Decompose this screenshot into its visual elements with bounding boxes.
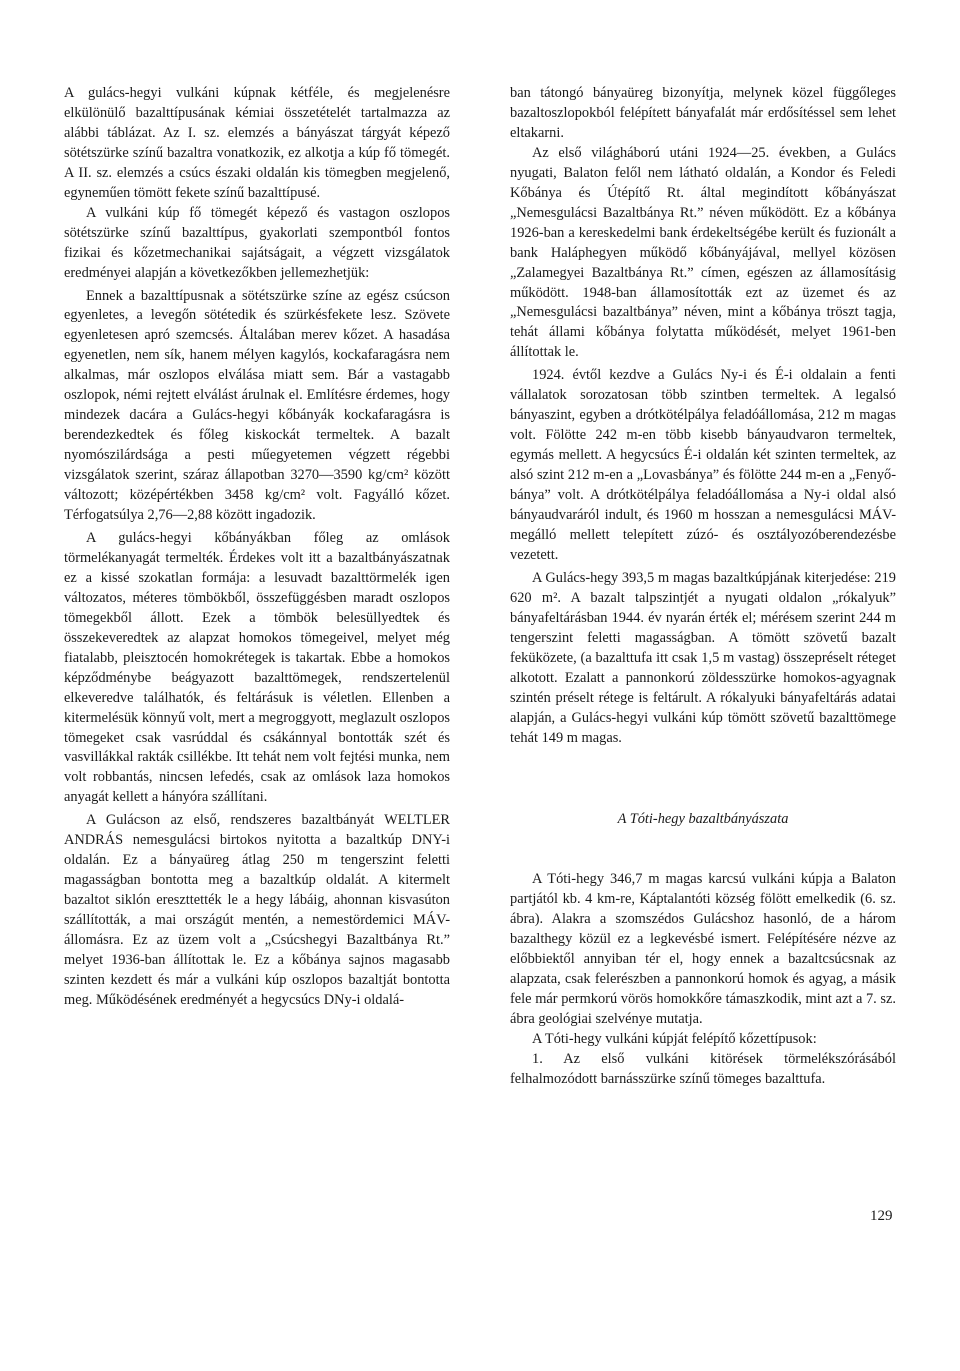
left-column (64, 84, 450, 1011)
paragraph: Az első világháború utáni 1924—25. években, a Gulács nyugati, Balaton felől nem látható oldalán, a Kondor és Feledi Kőbánya és Útépítő Rt. által megindított kőbányászat „Nemesgulácsi Bazaltbánya Rt.” néven működött. Ez a kőbánya 1926-ban a kereskedelmi bank érdekeltségébe került és fuzionált a bank Haláphegyen működő kőbányájával, mellyel közösen „Zalamegyei Bazaltbánya Rt.” címen, egészen az államosításig működött. 1948-ban államosították ezt az üzemet és az „Nemesgulácsi bazaltbánya” néven, mint a kőbánya tröszt tagja, tehát állami kőbánya folytatta működését, melyet 1961-ben állítottak le. (510, 144, 896, 361)
paragraph: ban tátongó bányaüreg bizonyítja, melynek közel függőleges bazaltoszlopokból felépített bányafalát már erdősítéssel sem lehet eltakarni. (510, 85, 896, 141)
right-column (510, 84, 896, 1090)
paragraph: 1. Az első vulkáni kitörések törmelékszórásából felhalmozódott barnásszürke színű tömeges bazalttufa. (510, 1050, 896, 1087)
paragraph: A vulkáni kúp fő tömegét képező és vastagon oszlopos sötétszürke színű bazalttípus, gyakorlati szempontból fontos fizikai és kőzetmechanikai sajátságait, a végzett vizsgálatok eredményei alapján a következőkben jellemezhetjük: (64, 204, 450, 281)
paragraph: A gulács-hegyi vulkáni kúpnak kétféle, és megjelenésre elkülönülő bazalttípusának kémiai összetételét tartalmazza az alábbi táblázat. Az I. sz. elemzés a bányászat tárgyát képező sötétszürke színű bazaltra vonatkozik, ez alkotja a kúp fő tömegét. A II. sz. elemzés a csúcs északi oldalán kis tömegben megjelenő, egyneműen tömött fekete színű bazalttípusé. (64, 85, 450, 201)
section-heading: A Tóti-hegy bazaltbányászata (617, 811, 789, 828)
paragraph: A Gulács-hegy 393,5 m magas bazaltkúpjának kiterjedése: 219 620 m². A bazalt talpszintjét a nyugati oldalon „rókalyuk” bányafeltárásban 1944. év nyarán érték el; mérésem szerint 244 m tengerszint feletti magasságban. A tömött szövetű bazalt feküközete, (a bazalttufa itt csak 1,5 m vastag) összepréselt réteget alkotott. Ezalatt a pannonkorú zöldesszürke homokos-agyagnak szintén préselt rétege is feltárult. A rókalyuki bányafeltárás adatai alapján, a Gulács-hegyi vulkáni kúp tömött szövetű bazalttömege tehát 149 m magas. (510, 569, 896, 746)
paragraph: 1924. évtől kezdve a Gulács Ny-i és É-i oldalain a fenti vállalatok sorozatosan több szintben termeltek. A legalsó bányaszint, egyben a drótkötélpálya feladóállomása, 212 m magas volt. Fölötte 242 m-en több kisebb bányaudvaron termeltek, egymás mellett. A hegycsúcs É-i oldalán két szinten termeltek, az alsó szint 212 m-en a „Lovasbánya” és fölötte 244 m-en a „Fenyő-bánya” volt. A drótkötélpálya feladóállomása a Ny-i oldal alsó bányaudvaráról indult, és 1960 m hosszan a nemesgulácsi MÁV-megálló mellett telepített zúzó- és osztályozóberendezésbe vezetett. (510, 367, 896, 563)
paragraph: A Tóti-hegy vulkáni kúpját felépítő kőzettípusok: (532, 1031, 817, 1048)
paragraph: A Gulácson az első, rendszeres bazaltbányát WELTLER ANDRÁS nemesgulácsi birtokos nyitotta a bazaltkúp DNY-i oldalán. Ez a bányaüreg átlag 250 m tengerszint feletti magasságban bontotta meg a bazaltkúp oldalát. A kitermelt bazaltot siklón ereszttették le a hegy lábáig, ahonnan kisvasúton szállították, a mai országút mentén, a nemestördemici MÁV-állomásra. Ez az üzem volt a „Csúcshegyi Bazaltbánya Rt.” melyet 1936-ban állítottak le. Ez a kőbánya sajnos magasabb szinten kezdett és már a vulkáni kúp oszlopos bazaltját bontotta meg. Működésének eredményét a hegycsúcs DNy-i oldalá- (64, 812, 450, 1008)
paragraph: A gulács-hegyi kőbányákban főleg az omlások törmelékanyagát termelték. Érdekes volt itt a bazaltbányászatnak ez a kissé szokatlan formája: a lesuvadt bazalttörmelék igen változatos, méteres tömbökből, összefüggésben maradt oszlopos tömegekből állott. Ezek a tömbök belesüllyedtek és összekeveredtek az alapzat homokos tömegeivel, melyet még fiatalabb, pleisztocén homokrétegek is takartak. Ebbe a homokos képződménybe beágyazott bazalttömegek, rendszertelenül elkeveredve találhatók, és feltárásuk is véletlen. Ellenben a kitermelésük könnyű volt, mert a megroggyott, meglazult oszlopos tömegeket csak vasrúddal és csákánnyal bontották szét és vasvillákkal rakták csillékbe. Itt tehát nem volt fejtési munka, nem volt robbantás, nincsen lefedés, csak az omlások laza homokos anyagát kellett a hányóra szállítani. (64, 529, 450, 806)
page-number: 129 (870, 1208, 893, 1224)
paragraph: A Tóti-hegy 346,7 m magas karcsú vulkáni kúpja a Balaton partjától kb. 4 km-re, Káptalantóti község fölött emelkedik (6. sz. ábra). Alakra a szomszédos Gulácshoz hasonló, de a három bazalthegy közül ez a legkevésbé ismert. Felépítésére nézve az előbbiektől annyiban tér el, hogy ennek a bazaltcsúcsnak az alapzata, csak felerészben a pannonkorú homok és agyag, a másik fele már permkorú vörös homokkőre támaszkodik, mint azt a 7. sz. ábra geológiai szelvénye mutatja. (510, 871, 896, 1028)
paragraph: Ennek a bazalttípusnak a sötétszürke színe az egész csúcson egyenletes, a levegőn sötétedik és szürkésfekete lesz. Szövete egyenletesen apró szemcsés. Általában merev kőzet. A hasadása egyenetlen, nem sík, hanem mélyen kagylós, kockafaragásra nem alkalmas, már oszlopos elválása miatt sem. Bár a vastagabb oszlopok, némi rejtett elválást árulnak el. Említésre érdemes, hogy mindezek dacára a Gulács-hegyi kőbányák kockafaragásra is berendezkedtek és főleg kiskockát termeltek. A bazalt nyomószilárdsága a pesti műegyetemen végzett régebbi vizsgálatok szerint, száraz állapotban 3270—3590 kg/cm² között változott; középértékben 3458 kg/cm² volt. Fagyálló kőzet. Térfogatsúlya 2,76—2,88 között ingadozik. (64, 287, 450, 524)
